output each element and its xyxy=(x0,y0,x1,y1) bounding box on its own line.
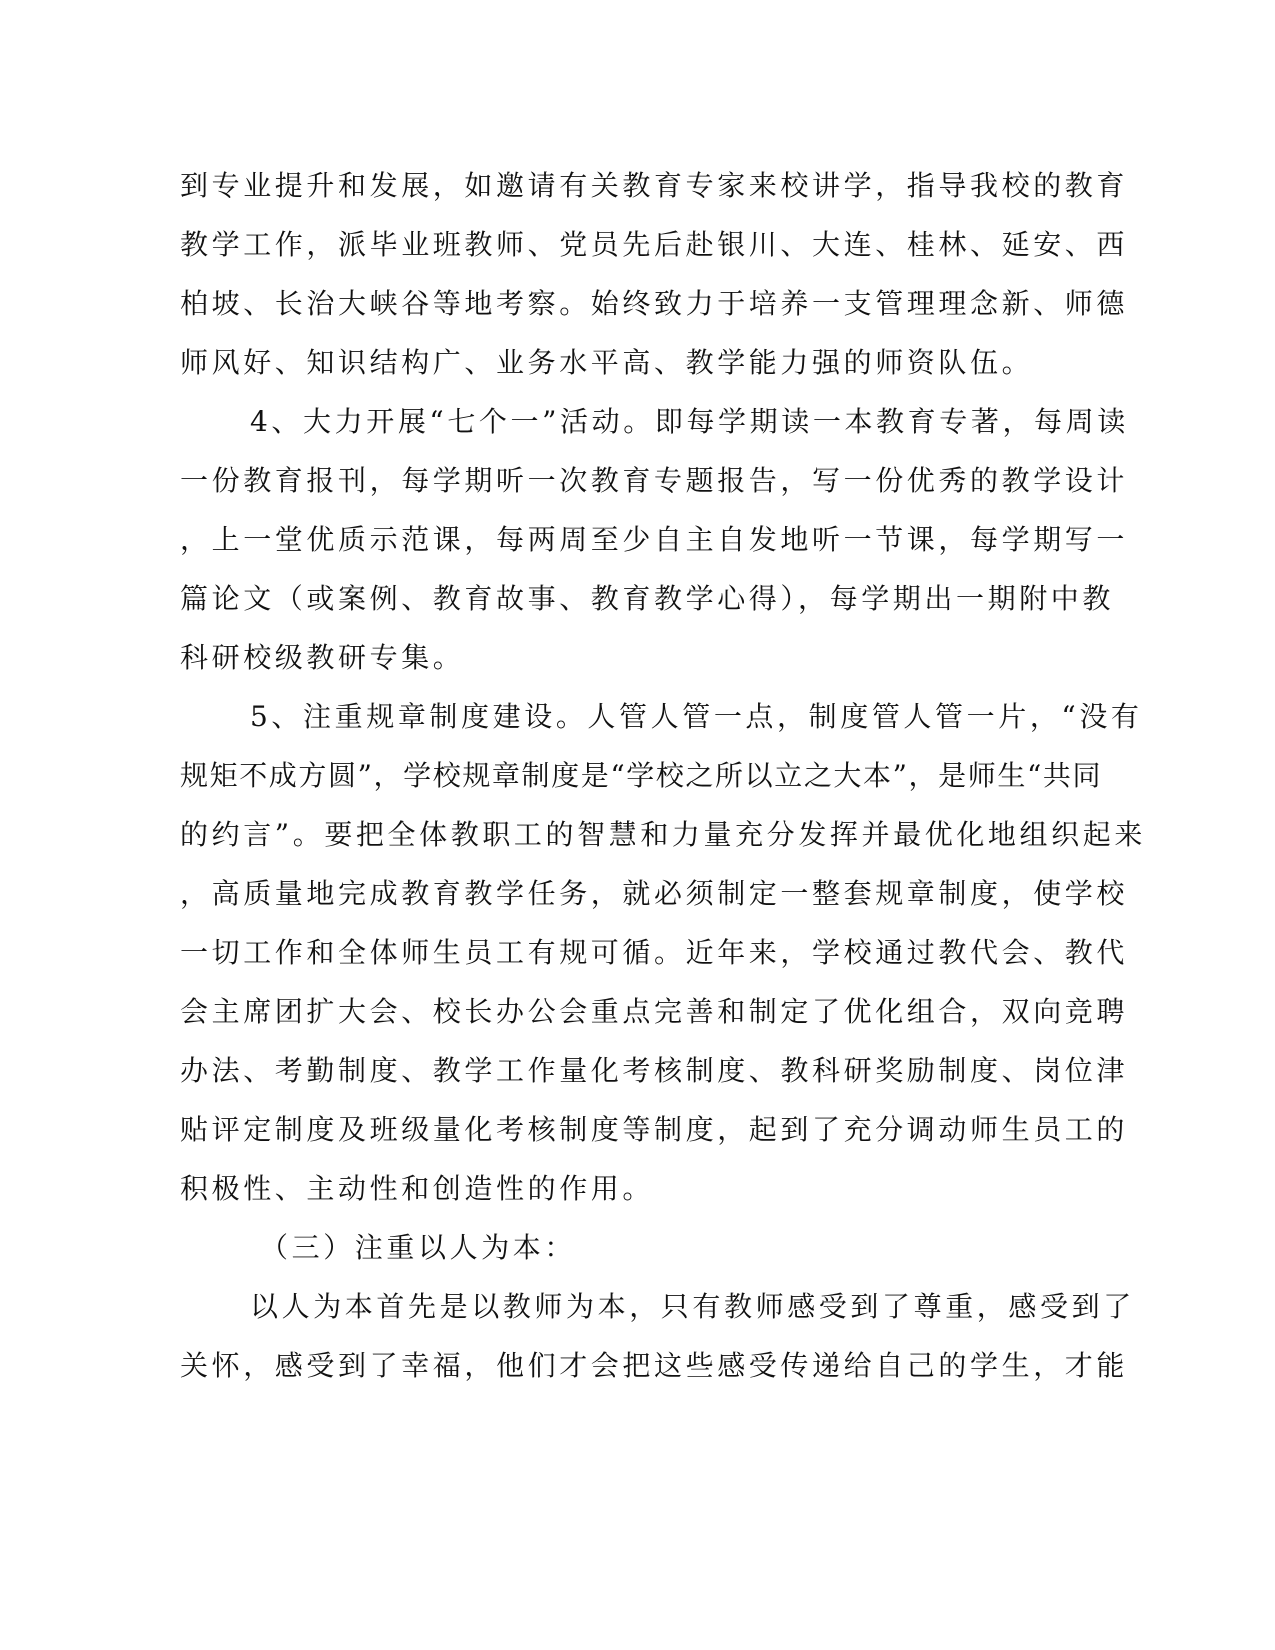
text-line: ，上一堂优质示范课，每两周至少自主自发地听一节课，每学期写一 xyxy=(180,523,1129,556)
section-heading: （三）注重以人为本： xyxy=(260,1231,577,1264)
text-line: ，高质量地完成教育教学任务，就必须制定一整套规章制度，使学校 xyxy=(180,877,1129,910)
text-line: 师风好、知识结构广、业务水平高、教学能力强的师资队伍。 xyxy=(180,346,1034,379)
text-line: 篇论文（或案例、教育故事、教育教学心得），每学期出一期附中教 xyxy=(180,582,1115,615)
text-line: 一切工作和全体师生员工有规可循。近年来，学校通过教代会、教代 xyxy=(180,936,1129,969)
paragraph-start-line: 4、大力开展“七个一”活动。即每学期读一本教育专著，每周读 xyxy=(250,405,1129,438)
paragraph-start-line: 5、注重规章制度建设。人管人管一点，制度管人管一片，“没有 xyxy=(250,700,1143,733)
text-line: 积极性、主动性和创造性的作用。 xyxy=(180,1172,655,1205)
text-line: 柏坡、长治大峡谷等地考察。始终致力于培养一支管理理念新、师德 xyxy=(180,287,1129,320)
text-line: 教学工作，派毕业班教师、党员先后赴银川、大连、桂林、延安、西 xyxy=(180,228,1129,261)
text-line: 规矩不成方圆”，学校规章制度是“学校之所以立之大本”，是师生“共同 xyxy=(180,759,1103,792)
text-line: 到专业提升和发展，如邀请有关教育专家来校讲学，指导我校的教育 xyxy=(180,169,1129,202)
text-line: 会主席团扩大会、校长办公会重点完善和制定了优化组合，双向竞聘 xyxy=(180,995,1129,1028)
text-line: 办法、考勤制度、教学工作量化考核制度、教科研奖励制度、岗位津 xyxy=(180,1054,1129,1087)
document-body xyxy=(180,156,1146,1395)
text-line: 贴评定制度及班级量化考核制度等制度，起到了充分调动师生员工的 xyxy=(180,1113,1129,1146)
text-line: 科研校级教研专集。 xyxy=(180,641,465,674)
text-line: 关怀，感受到了幸福，他们才会把这些感受传递给自己的学生，才能 xyxy=(180,1349,1129,1382)
text-line: 一份教育报刊，每学期听一次教育专题报告，写一份优秀的教学设计 xyxy=(180,464,1129,497)
paragraph-start-line: 以人为本首先是以教师为本，只有教师感受到了尊重，感受到了 xyxy=(250,1290,1135,1323)
text-line: 的约言”。要把全体教职工的智慧和力量充分发挥并最优化地组织起来 xyxy=(180,818,1146,851)
